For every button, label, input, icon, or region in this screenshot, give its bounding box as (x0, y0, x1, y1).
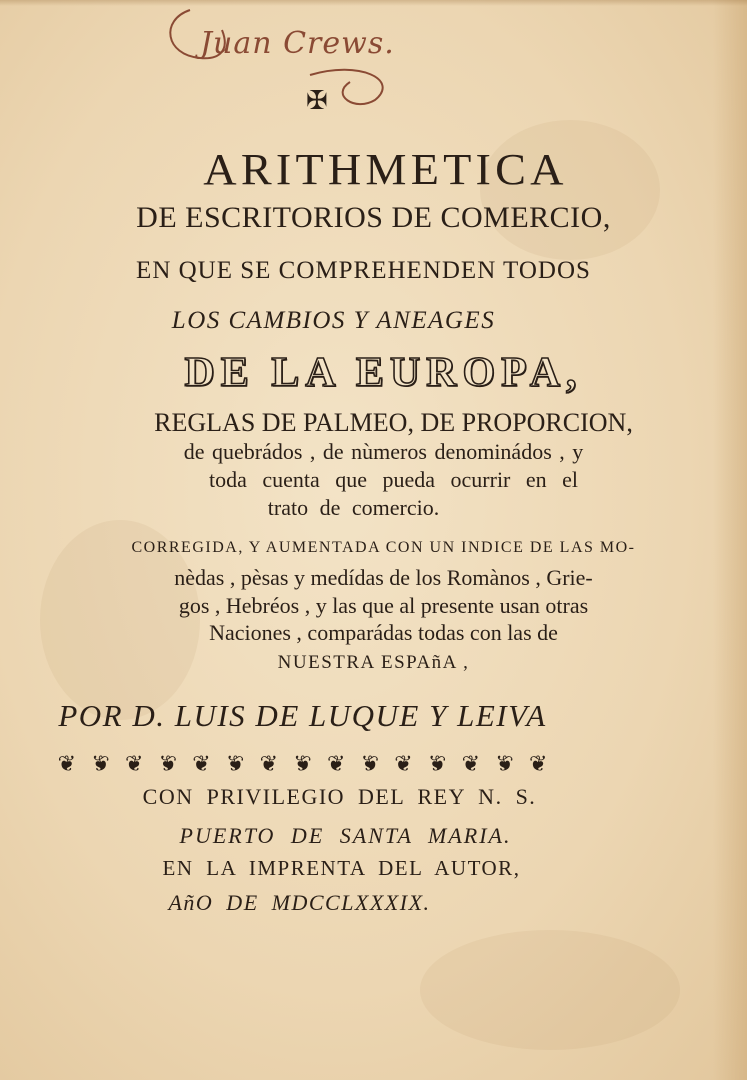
fleuron-icon: ❦ (495, 752, 514, 776)
fleuron-icon: ❦ (91, 752, 110, 776)
fleuron-icon: ❦ (124, 752, 144, 776)
fleuron-icon: ❦ (326, 752, 346, 776)
title-subtitle-2: EN QUE SE COMPREHENDEN TODOS (136, 257, 591, 284)
correction-line: Naciones , comparádas todas con las de (209, 620, 558, 645)
place-line: PUERTO DE SANTA MARIA. (179, 823, 512, 848)
author-line: POR D. LUIS DE LUQUE Y LEIVA (58, 698, 547, 733)
fleuron-icon: ❦ (225, 752, 245, 776)
description-reglas: REGLAS DE PALMEO, DE PROPORCION, (154, 408, 633, 437)
year-line: AñO DE MDCCLXXXIX. (168, 890, 431, 915)
book-title: ARITHMETICA (203, 145, 568, 194)
correction-line: nèdas , pèsas y medídas de los Romànos , Grie- (174, 565, 593, 590)
fleuron-icon: ❦ (192, 752, 211, 776)
fleuron-icon: ❦ (394, 752, 413, 776)
signature: Juan Crews. (200, 26, 395, 61)
correction-line: gos , Hebréos , y las que al presente usan otras (178, 593, 589, 618)
fleuron-icon: ❦ (528, 752, 548, 776)
fleuron-icon: ❦ (259, 752, 279, 776)
title-subtitle-1: DE ESCRITORIOS DE COMERCIO, (136, 201, 611, 234)
paper-stain (420, 930, 680, 1050)
press-line: EN LA IMPRENTA DEL AUTOR, (162, 856, 521, 880)
correction-heading: CORREGIDA, Y AUMENTADA CON UN INDICE DE LAS MO- (131, 539, 636, 556)
description-line: toda cuenta que pueda ocurrir en el (208, 467, 579, 492)
fleuron-icon: ❦ (293, 752, 312, 776)
correction-espana: NUESTRA ESPAñA , (277, 652, 470, 673)
fleuron-icon: ❦ (57, 752, 77, 776)
fleuron-icon: ❦ (360, 752, 380, 776)
fleuron-divider (50, 752, 555, 776)
fleuron-icon: ❦ (427, 752, 447, 776)
fleuron-icon: ❦ (461, 752, 481, 776)
description-line: de quebrádos , de nùmeros denominádos , y (183, 439, 584, 464)
cross-ornament-icon: ✠ (306, 86, 328, 116)
fleuron-icon: ❦ (158, 752, 178, 776)
title-subtitle-3: LOS CAMBIOS Y ANEAGES (171, 307, 496, 334)
privilege-line: CON PRIVILEGIO DEL REY N. S. (142, 784, 537, 809)
title-europa: DE LA EUROPA, (184, 350, 583, 396)
description-line: trato de comercio. (267, 495, 440, 520)
